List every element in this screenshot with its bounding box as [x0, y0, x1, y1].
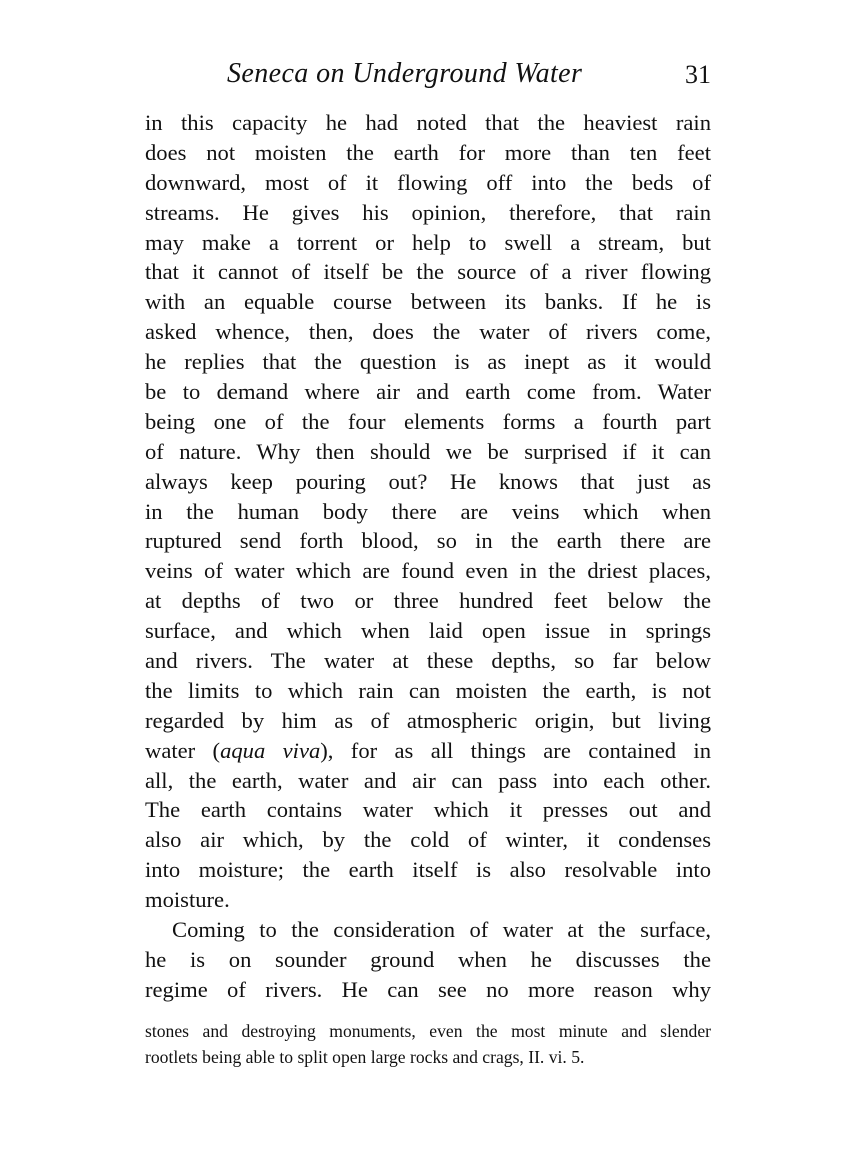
text-line: downward, most of it flowing off into the beds of [145, 169, 711, 195]
text-line: with an equable course between its banks. If he is [145, 289, 711, 315]
text-line: be to demand where air and earth come from. Water [145, 379, 711, 405]
body-text [145, 108, 711, 1005]
text-line: always keep pouring out? He knows that just as [145, 468, 711, 494]
text-line: and rivers. The water at these depths, so far below [145, 648, 711, 674]
text-line-paragraph-end: moisture. [145, 887, 230, 913]
text-line: in the human body there are veins which when [145, 498, 711, 524]
text-line: that it cannot of itself be the source of a river flowing [145, 259, 711, 285]
running-head [145, 58, 715, 94]
text-line: asked whence, then, does the water of rivers come, [145, 319, 711, 345]
text-line: he is on sounder ground when he discusses the [145, 946, 711, 972]
text-line: may make a torrent or help to swell a stream, but [145, 229, 711, 255]
text-line: The earth contains water which it presses out and [145, 797, 711, 823]
latin-phrase: aqua viva [220, 737, 321, 763]
text-line: water (aqua viva), for as all things are contained in [145, 737, 711, 763]
text-line: he replies that the question is as inept as it would [145, 349, 711, 375]
footnote [145, 1018, 711, 1070]
running-title: Seneca on Underground Water [227, 58, 583, 89]
text-line: the limits to which rain can moisten the earth, is not [145, 677, 711, 703]
text-line: regarded by him as of atmospheric origin, but living [145, 707, 711, 733]
text-line: surface, and which when laid open issue in springs [145, 618, 711, 644]
text-line: streams. He gives his opinion, therefore, that rain [145, 199, 711, 225]
text-line: of nature. Why then should we be surprised if it can [145, 438, 711, 464]
text-line-paragraph-start: Coming to the consideration of water at the surface, [172, 917, 711, 943]
text-line: at depths of two or three hundred feet below the [145, 588, 711, 614]
footnote-line: stones and destroying monuments, even the most minute and slender [145, 1021, 711, 1041]
text-line: being one of the four elements forms a fourth part [145, 408, 711, 434]
text-line: also air which, by the cold of winter, it condenses [145, 827, 711, 853]
text-line: ruptured send forth blood, so in the earth there are [145, 528, 711, 554]
text-line: veins of water which are found even in the driest places, [145, 558, 711, 584]
text-line: in this capacity he had noted that the heaviest rain [145, 110, 711, 135]
footnote-line: rootlets being able to split open large rocks and crags, II. vi. 5. [145, 1047, 585, 1067]
page-number: 31 [685, 60, 711, 89]
text-line: regime of rivers. He can see no more reason why [145, 976, 711, 1002]
text-line: into moisture; the earth itself is also resolvable into [145, 857, 711, 883]
text-line: does not moisten the earth for more than ten feet [145, 139, 711, 165]
text-line: all, the earth, water and air can pass into each other. [145, 767, 711, 793]
